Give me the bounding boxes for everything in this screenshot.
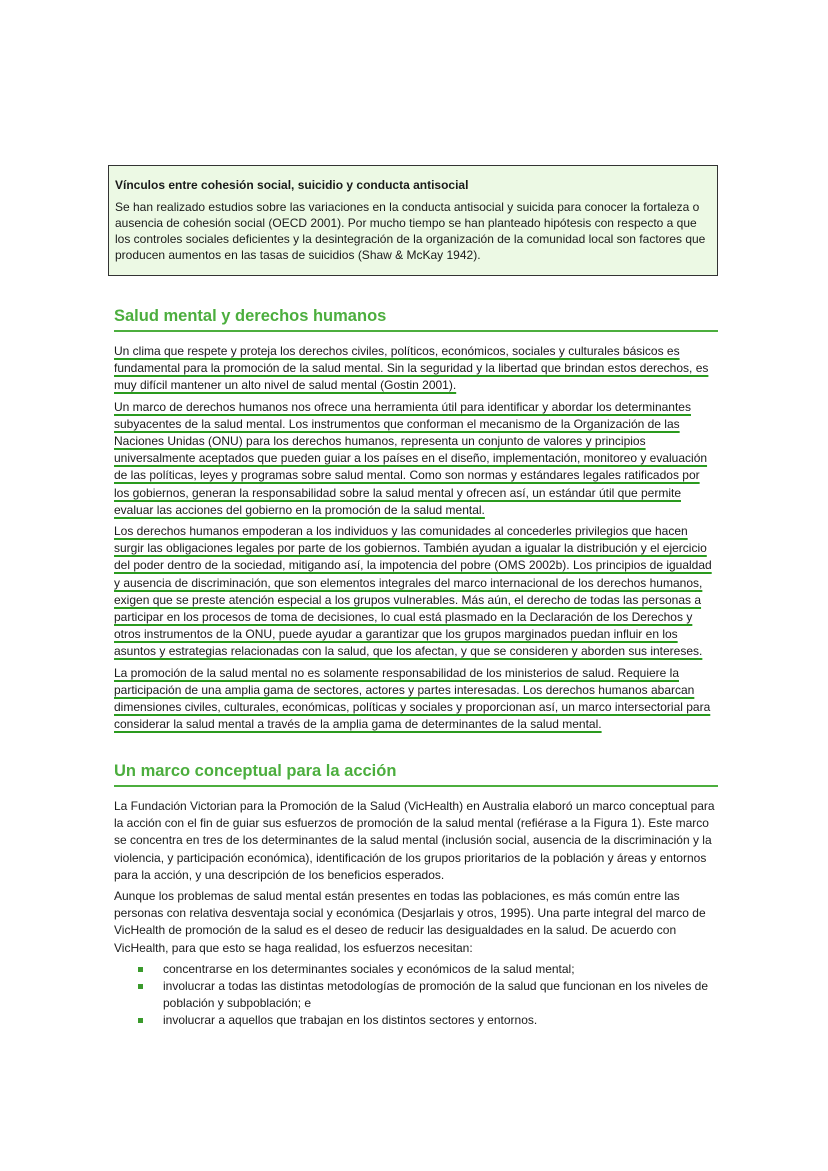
bullet-list (114, 961, 718, 1029)
paragraph: Aunque los problemas de salud mental están presentes en todas las poblaciones, es más común entre las personas con relativa desventaja social y económica (Desjarlais y otros, 1995). Una parte integral del marco de VicHealth de promoción de la salud es el deseo de reducir las desigualdades en la salud. De acuerdo con VicHealth, para que esto se haga realidad, los esfuerzos necesitan: (114, 889, 706, 955)
list-item: involucrar a aquellos que trabajan en los distintos sectores y entornos. (138, 1012, 718, 1029)
callout-title: Vínculos entre cohesión social, suicidio y conducta antisocial (115, 178, 469, 192)
section-human-rights (114, 305, 718, 737)
callout-text: Se han realizado estudios sobre las variaciones en la conducta antisocial y suicida para conocer la fortaleza o ausencia de cohesión social (OECD 2001). Por mucho tiempo se han planteado hipótesis con respecto a que los controles sociales deficientes y la desintegración de la organización de la comunidad local son factores que producen aumentos en las tasas de suicidios (Shaw & McKay 1942). (115, 200, 706, 262)
list-item: concentrarse en los determinantes sociales y económicos de la salud mental; (138, 961, 718, 978)
callout-box (108, 165, 718, 276)
list-item: involucrar a todas las distintas metodologías de promoción de la salud que funcionan en los niveles de población y subpoblación; e (138, 978, 718, 1012)
paragraph: Un clima que respete y proteja los derechos civiles, políticos, económicos, sociales y culturales básicos es fundamental para la promoción de la salud mental. Sin la seguridad y la libertad que brindan estos derechos, es muy difícil mantener un alto nivel de salud mental (Gostin 2001). (114, 344, 709, 393)
section-heading: Un marco conceptual para la acción (114, 760, 718, 787)
paragraph: Los derechos humanos empoderan a los individuos y las comunidades al concederles privilegios que hacen surgir las obligaciones legales por parte de los gobiernos. También ayudan a igualar la distribución y el ejercicio del poder dentro de la sociedad, mitigando así, la impotencia del pobre (OMS 2002b). Los principios de igualdad y ausencia de discriminación, que son elementos integrales del marco internacional de los derechos humanos, exigen que se preste atención especial a los grupos vulnerables. Más aún, el derecho de todas las personas a participar en los procesos de toma de decisiones, lo cual está plasmado en la Declaración de los Derechos y otros instrumentos de la ONU, puede ayudar a garantizar que los grupos marginados puedan influir en los asuntos y estrategias relacionadas con la salud, que los afectan, y que se consideren y aborden sus intereses. (114, 524, 712, 659)
paragraph: Un marco de derechos humanos nos ofrece una herramienta útil para identificar y abordar los determinantes subyacentes de la salud mental. Los instrumentos que conforman el mecanismo de la Organización de las Naciones Unidas (ONU) para los derechos humanos, representa un conjunto de valores y principios universalmente aceptados que pueden guiar a los países en el diseño, implementación, monitoreo y evaluación de las políticas, leyes y programas sobre salud mental. Como son normas y estándares legales ratificados por los gobiernos, generan la responsabilidad sobre la salud mental y ofrecen así, un estándar útil que permite evaluar las acciones del gobierno en la promoción de la salud mental. (114, 399, 708, 517)
section-heading: Salud mental y derechos humanos (114, 305, 718, 332)
section-conceptual-framework (114, 760, 718, 1029)
paragraph: La Fundación Victorian para la Promoción de la Salud (VicHealth) en Australia elaboró un marco conceptual para la acción con el fin de guiar sus esfuerzos de promoción de la salud mental (refiérase a la Figura 1). Este marco se concentra en tres de los determinantes de la salud mental (inclusión social, ausencia de la discriminación y la violencia, y participación económica), identificación de los grupos prioritarios de la población y áreas y entornos para la acción, y una descripción de los beneficios esperados. (114, 799, 715, 882)
paragraph: La promoción de la salud mental no es solamente responsabilidad de los ministerios de salud. Requiere la participación de una amplia gama de sectores, actores y partes interesadas. Los derechos humanos abarcan dimensiones civiles, culturales, económicas, políticas y sociales y proporcionan así, un marco intersectorial para considerar la salud mental a través de la amplia gama de determinantes de la salud mental. (114, 665, 711, 732)
